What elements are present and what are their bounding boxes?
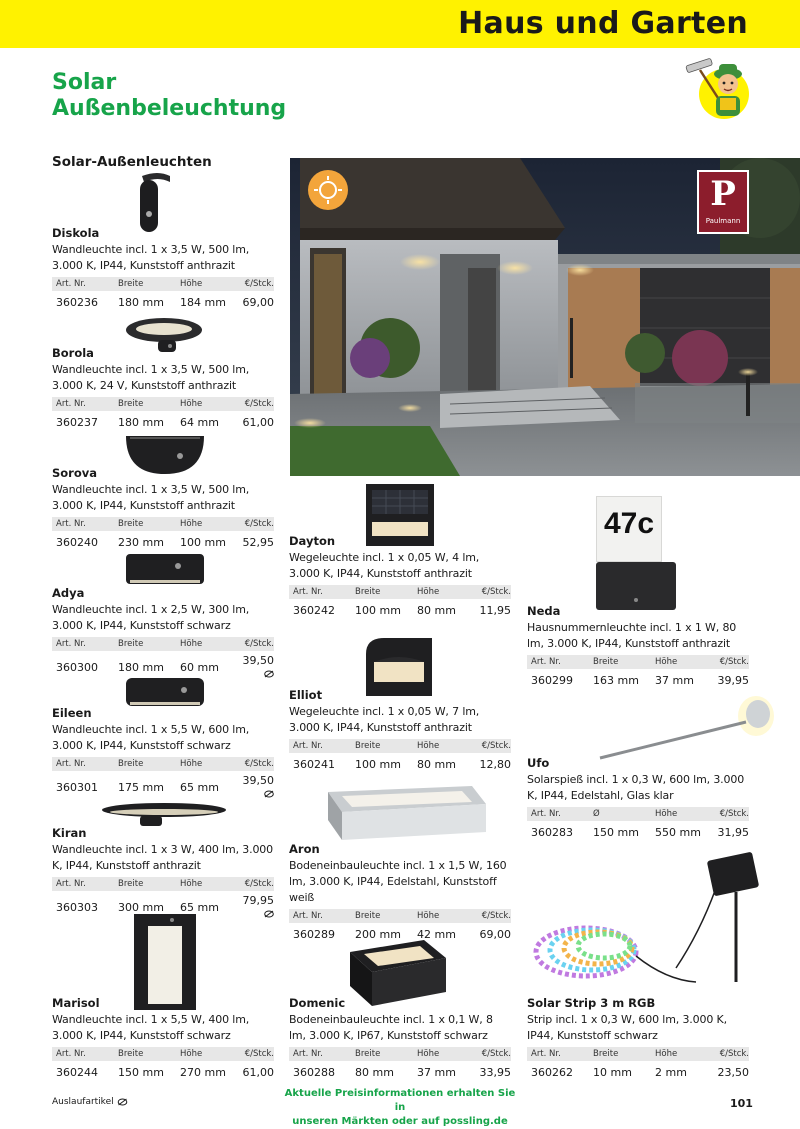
header-price: €/Stck. xyxy=(481,911,511,921)
table-row xyxy=(527,1061,749,1080)
header-price: €/Stck. xyxy=(481,1049,511,1059)
paulmann-logo-letter: P xyxy=(710,174,736,214)
table-row xyxy=(52,891,274,920)
height-value: 184 mm xyxy=(180,295,226,309)
price-cell xyxy=(234,651,274,680)
width-value: 180 mm xyxy=(118,660,164,674)
footer-info-line2: unseren Märkten oder auf possling.de xyxy=(292,1116,508,1127)
header-width: Breite xyxy=(118,1049,144,1059)
paulmann-logo xyxy=(697,170,749,234)
gardener-mascot-icon xyxy=(682,54,752,122)
height-value: 2 mm xyxy=(655,1065,687,1079)
page-number: 101 xyxy=(730,1097,753,1110)
art-number: 360301 xyxy=(56,780,98,794)
header-price: €/Stck. xyxy=(244,279,274,289)
product-marisol xyxy=(52,996,274,1080)
header-art: Art. Nr. xyxy=(56,879,86,889)
width-value: 175 mm xyxy=(118,780,164,794)
footer-price-info xyxy=(284,1087,516,1129)
header-height: Höhe xyxy=(417,1049,440,1059)
product-description: Wandleuchte incl. 1 x 5,5 W, 400 lm, 3.000 K, IP44, Kunststoff schwarz xyxy=(52,1013,250,1042)
product-diskola xyxy=(52,226,274,310)
product-table xyxy=(289,739,511,772)
header-height: Höhe xyxy=(180,399,203,409)
product-table xyxy=(52,757,274,800)
height-value: 37 mm xyxy=(417,1065,456,1079)
header-height: Höhe xyxy=(417,587,440,597)
width-value: 200 mm xyxy=(355,927,401,941)
table-row xyxy=(52,651,274,680)
height-value: 270 mm xyxy=(180,1065,226,1079)
product-table xyxy=(289,585,511,618)
header-width: Breite xyxy=(118,519,144,529)
header-title: Haus und Garten xyxy=(458,6,748,41)
header-price: €/Stck. xyxy=(244,759,274,769)
product-ufo xyxy=(527,756,749,840)
subheading: Solar-Außenleuchten xyxy=(52,154,212,170)
header-height: Höhe xyxy=(180,639,203,649)
header-price: €/Stck. xyxy=(719,809,749,819)
price-value: 69,00 xyxy=(479,927,511,941)
ufo-image xyxy=(596,692,776,762)
product-kiran xyxy=(52,826,274,920)
header-price: €/Stck. xyxy=(244,1049,274,1059)
product-sorova xyxy=(52,466,274,550)
product-description: Solarspieß incl. 1 x 0,3 W, 600 lm, 3.000 K, IP44, Edelstahl, Glas klar xyxy=(527,773,745,802)
adya-image xyxy=(124,550,206,588)
header-art: Art. Nr. xyxy=(531,657,561,667)
product-table xyxy=(527,807,749,840)
header-width: Breite xyxy=(118,759,144,769)
art-number: 360240 xyxy=(56,535,98,549)
section-title-line1: Solar xyxy=(52,70,117,95)
product-table xyxy=(527,655,749,688)
height-value: 80 mm xyxy=(417,603,456,617)
width-value: 163 mm xyxy=(593,673,639,687)
height-value: 60 mm xyxy=(180,660,219,674)
price-value: 33,95 xyxy=(479,1065,511,1079)
product-description: Wegeleuchte incl. 1 x 0,05 W, 7 lm, 3.000 K, IP44, Kunststoff anthrazit xyxy=(289,705,480,734)
product-table xyxy=(52,277,274,310)
art-number: 360289 xyxy=(293,927,335,941)
header-price: €/Stck. xyxy=(719,1049,749,1059)
product-elliot xyxy=(289,688,511,772)
product-name: Elliot xyxy=(289,688,323,702)
product-name: Adya xyxy=(52,586,85,600)
table-row xyxy=(289,1061,511,1080)
product-table xyxy=(52,637,274,680)
height-value: 65 mm xyxy=(180,780,219,794)
product-solar-strip xyxy=(527,996,749,1080)
product-name: Sorova xyxy=(52,466,98,480)
header-art: Art. Nr. xyxy=(293,911,323,921)
section-title xyxy=(52,70,286,122)
height-value: 37 mm xyxy=(655,673,694,687)
price-value: 79,95 xyxy=(242,894,274,907)
header-width: Breite xyxy=(355,741,381,751)
header-price: €/Stck. xyxy=(244,399,274,409)
width-value: 230 mm xyxy=(118,535,164,549)
art-number: 360241 xyxy=(293,757,335,771)
product-neda xyxy=(527,604,749,688)
header-height: Höhe xyxy=(417,911,440,921)
table-row xyxy=(52,531,274,550)
product-borola xyxy=(52,346,274,430)
width-value: 300 mm xyxy=(118,900,164,914)
product-table xyxy=(52,397,274,430)
width-value: 100 mm xyxy=(355,757,401,771)
width-value: 180 mm xyxy=(118,295,164,309)
product-table xyxy=(52,517,274,550)
header-height: Höhe xyxy=(655,1049,678,1059)
header-height: Höhe xyxy=(180,1049,203,1059)
header-art: Art. Nr. xyxy=(531,809,561,819)
header-price: €/Stck. xyxy=(719,657,749,667)
product-name: Diskola xyxy=(52,226,100,240)
header-height: Höhe xyxy=(655,657,678,667)
discontinued-icon xyxy=(117,1098,128,1106)
price-value: 52,95 xyxy=(242,535,274,549)
product-description: Wandleuchte incl. 1 x 3,5 W, 500 lm, 3.000 K, 24 V, Kunststoff anthrazit xyxy=(52,363,250,392)
neda-sign-number: 47c xyxy=(603,507,655,540)
product-dayton xyxy=(289,534,511,618)
table-row xyxy=(289,599,511,618)
header-art: Art. Nr. xyxy=(56,639,86,649)
product-name: Solar Strip 3 m RGB xyxy=(527,996,656,1010)
product-description: Wandleuchte incl. 1 x 3 W, 400 lm, 3.000 K, IP44, Kunststoff anthrazit xyxy=(52,843,273,872)
discontinued-icon xyxy=(264,670,274,678)
header-width: Breite xyxy=(118,879,144,889)
product-name: Ufo xyxy=(527,756,550,770)
header-art: Art. Nr. xyxy=(56,1049,86,1059)
product-name: Domenic xyxy=(289,996,346,1010)
neda-sign-panel xyxy=(596,496,662,562)
header-width: Breite xyxy=(118,399,144,409)
price-value: 23,50 xyxy=(717,1065,749,1079)
price-value: 11,95 xyxy=(479,603,511,617)
price-cell xyxy=(234,891,274,920)
table-row xyxy=(52,291,274,310)
price-value: 39,50 xyxy=(242,654,274,667)
price-value: 31,95 xyxy=(717,825,749,839)
section-title-line2: Außenbeleuchtung xyxy=(52,96,287,121)
price-value: 61,00 xyxy=(242,1065,274,1079)
art-number: 360300 xyxy=(56,660,98,674)
height-value: 65 mm xyxy=(180,900,219,914)
product-name: Aron xyxy=(289,842,320,856)
product-description: Bodeneinbauleuchte incl. 1 x 0,1 W, 8 lm, 3.000 K, IP67, Kunststoff schwarz xyxy=(289,1013,493,1042)
aron-image xyxy=(322,782,488,844)
header-width: Breite xyxy=(355,1049,381,1059)
header-height: Höhe xyxy=(180,879,203,889)
header-width: Breite xyxy=(355,587,381,597)
header-price: €/Stck. xyxy=(481,587,511,597)
product-table xyxy=(527,1047,749,1080)
header-price: €/Stck. xyxy=(244,519,274,529)
header-height: Höhe xyxy=(655,809,678,819)
art-number: 360244 xyxy=(56,1065,98,1079)
header-height: Höhe xyxy=(417,741,440,751)
header-bar xyxy=(0,0,800,48)
header-width: Breite xyxy=(118,639,144,649)
solar-strip-image xyxy=(526,852,788,994)
product-name: Borola xyxy=(52,346,94,360)
header-art: Art. Nr. xyxy=(56,759,86,769)
height-value: 42 mm xyxy=(417,927,456,941)
price-value: 61,00 xyxy=(242,415,274,429)
product-table xyxy=(289,909,511,942)
product-name: Dayton xyxy=(289,534,336,548)
width-value: 10 mm xyxy=(593,1065,632,1079)
product-name: Marisol xyxy=(52,996,100,1010)
product-description: Wandleuchte incl. 1 x 3,5 W, 500 lm, 3.000 K, IP44, Kunststoff anthrazit xyxy=(52,483,250,512)
product-description: Wegeleuchte incl. 1 x 0,05 W, 4 lm, 3.000 K, IP44, Kunststoff anthrazit xyxy=(289,551,480,580)
art-number: 360236 xyxy=(56,295,98,309)
footer-info-line1: Aktuelle Preisinformationen erhalten Sie in xyxy=(284,1088,516,1113)
header-art: Art. Nr. xyxy=(293,1049,323,1059)
table-row xyxy=(289,923,511,942)
product-description: Strip incl. 1 x 0,3 W, 600 lm, 3.000 K, IP44, Kunststoff schwarz xyxy=(527,1013,727,1042)
price-value: 69,00 xyxy=(242,295,274,309)
product-description: Wandleuchte incl. 1 x 5,5 W, 600 lm, 3.000 K, IP44, Kunststoff schwarz xyxy=(52,723,250,752)
discontinued-label: Auslaufartikel xyxy=(52,1097,114,1107)
art-number: 360288 xyxy=(293,1065,335,1079)
header-height: Höhe xyxy=(180,279,203,289)
header-art: Art. Nr. xyxy=(531,1049,561,1059)
header-width: Breite xyxy=(118,279,144,289)
art-number: 360303 xyxy=(56,900,98,914)
table-row xyxy=(52,771,274,800)
price-cell xyxy=(234,771,274,800)
table-row xyxy=(527,669,749,688)
header-height: Höhe xyxy=(180,759,203,769)
product-table xyxy=(52,877,274,920)
header-price: €/Stck. xyxy=(481,741,511,751)
price-value: 39,50 xyxy=(242,774,274,787)
discontinued-icon xyxy=(264,790,274,798)
price-value: 39,95 xyxy=(717,673,749,687)
header-width: Breite xyxy=(593,1049,619,1059)
header-art: Art. Nr. xyxy=(56,519,86,529)
header-art: Art. Nr. xyxy=(56,399,86,409)
art-number: 360299 xyxy=(531,673,573,687)
table-row xyxy=(52,1061,274,1080)
header-width: Breite xyxy=(593,657,619,667)
price-value: 12,80 xyxy=(479,757,511,771)
product-aron xyxy=(289,842,511,942)
header-art: Art. Nr. xyxy=(293,741,323,751)
height-value: 80 mm xyxy=(417,757,456,771)
height-value: 550 mm xyxy=(655,825,701,839)
product-description: Bodeneinbauleuchte incl. 1 x 1,5 W, 160 lm, 3.000 K, IP44, Edelstahl, Kunststoff weiß xyxy=(289,859,507,904)
product-description: Wandleuchte incl. 1 x 2,5 W, 300 lm, 3.000 K, IP44, Kunststoff schwarz xyxy=(52,603,250,632)
header-width: Breite xyxy=(355,911,381,921)
product-domenic xyxy=(289,996,511,1080)
art-number: 360237 xyxy=(56,415,98,429)
width-value: 180 mm xyxy=(118,415,164,429)
table-row xyxy=(527,821,749,840)
header-height: Höhe xyxy=(180,519,203,529)
width-value: 80 mm xyxy=(355,1065,394,1079)
table-row xyxy=(289,753,511,772)
product-description: Wandleuchte incl. 1 x 3,5 W, 500 lm, 3.000 K, IP44, Kunststoff anthrazit xyxy=(52,243,250,272)
product-adya xyxy=(52,586,274,680)
width-value: 150 mm xyxy=(118,1065,164,1079)
header-art: Art. Nr. xyxy=(56,279,86,289)
header-price: €/Stck. xyxy=(244,879,274,889)
table-row xyxy=(52,411,274,430)
header-price: €/Stck. xyxy=(244,639,274,649)
height-value: 64 mm xyxy=(180,415,219,429)
header-art: Art. Nr. xyxy=(293,587,323,597)
product-table xyxy=(52,1047,274,1080)
product-name: Eileen xyxy=(52,706,92,720)
footer-discontinued-note xyxy=(52,1097,128,1107)
product-name: Kiran xyxy=(52,826,87,840)
art-number: 360283 xyxy=(531,825,573,839)
art-number: 360262 xyxy=(531,1065,573,1079)
product-description: Hausnummernleuchte incl. 1 x 1 W, 80 lm, 3.000 K, IP44, Kunststoff anthrazit xyxy=(527,621,737,650)
header-diameter: Ø xyxy=(593,809,600,819)
product-table xyxy=(289,1047,511,1080)
product-name: Neda xyxy=(527,604,561,618)
width-value: 100 mm xyxy=(355,603,401,617)
diameter-value: 150 mm xyxy=(593,825,639,839)
height-value: 100 mm xyxy=(180,535,226,549)
discontinued-icon xyxy=(264,910,274,918)
art-number: 360242 xyxy=(293,603,335,617)
product-eileen xyxy=(52,706,274,800)
paulmann-logo-name: Paulmann xyxy=(705,217,741,225)
